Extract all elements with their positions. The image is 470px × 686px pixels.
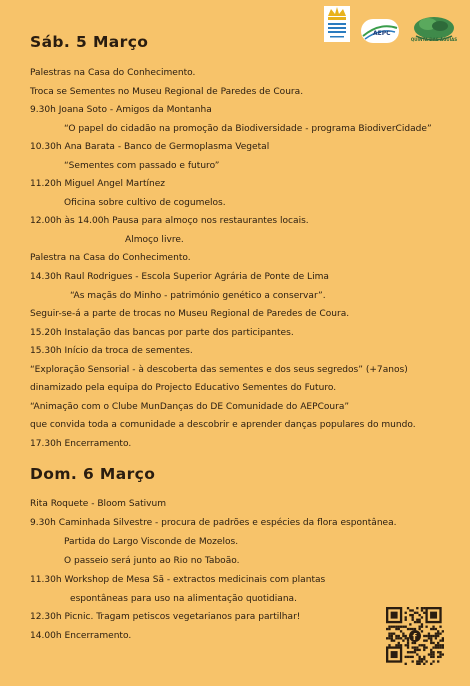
schedule-line: 14.30h Raul Rodrigues - Escola Superior Agrária de Ponte de Lima bbox=[30, 272, 329, 283]
schedule-line: 12.30h Picnic. Tragam petiscos vegetarianos para partilhar! bbox=[30, 612, 301, 623]
day2-title: Dom. 6 Março bbox=[30, 465, 156, 483]
schedule-line: 11.20h Miguel Angel Martínez bbox=[30, 179, 166, 190]
schedule-line: Seguir-se-á a parte de trocas no Museu Regional de Paredes de Coura. bbox=[30, 309, 350, 320]
schedule-line: 11.30h Workshop de Mesa Sã - extractos medicinais com plantas bbox=[30, 574, 326, 585]
aepc-logo-icon bbox=[360, 18, 400, 44]
schedule-line: Rita Roquete - Bloom Sativum bbox=[30, 499, 167, 509]
schedule-line: 9.30h Joana Soto - Amigos da Montanha bbox=[30, 105, 212, 116]
schedule-line: “O papel do cidadão na promoção da Biodiversidade - programa BiodiverCidade” bbox=[64, 123, 432, 134]
schedule-line: que convida toda a comunidade a descobrir e aprender danças populares do mundo. bbox=[30, 420, 416, 431]
schedule-line: Troca se Sementes no Museu Regional de Paredes de Coura. bbox=[30, 86, 304, 97]
crown-emblem-icon bbox=[322, 4, 352, 44]
schedule-line: Oficina sobre cultivo de cogumelos. bbox=[64, 197, 226, 208]
schedule-line: Palestras na Casa do Conhecimento. bbox=[30, 68, 196, 78]
schedule-line: 14.00h Encerramento. bbox=[30, 631, 132, 642]
facebook-qr-code-icon[interactable] bbox=[386, 607, 444, 665]
schedule-line: 9.30h Caminhada Silvestre - procura de padrões e espécies da flora espontânea. bbox=[30, 517, 397, 528]
schedule-line: “As maçãs do Minho - património genético a conservar”. bbox=[70, 290, 326, 301]
aepc-logo-text: AEPC bbox=[373, 30, 391, 37]
schedule-line: O passeio será junto ao Rio no Taboão. bbox=[64, 555, 240, 566]
day1-schedule bbox=[30, 64, 462, 453]
schedule-line: Palestra na Casa do Conhecimento. bbox=[30, 253, 191, 264]
quinta-logo-text: QUINTA DAS ÁGUIAS bbox=[410, 37, 458, 42]
schedule-line: Partida do Largo Visconde de Mozelos. bbox=[64, 536, 239, 547]
day1-title: Sáb. 5 Março bbox=[30, 33, 149, 51]
schedule-line: “Exploração Sensorial - à descoberta das sementes e dos seus segredos” (+7anos) bbox=[30, 364, 408, 375]
schedule-line: “Animação com o Clube MunDanças do DE Comunidade do AEPCoura” bbox=[30, 401, 350, 412]
schedule-line: “Sementes com passado e futuro” bbox=[64, 160, 220, 171]
schedule-line: 10.30h Ana Barata - Banco de Germoplasma Vegetal bbox=[30, 142, 270, 153]
schedule-line: dinamizado pela equipa do Projecto Educativo Sementes do Futuro. bbox=[30, 383, 337, 394]
schedule-line: 17.30h Encerramento. bbox=[30, 438, 132, 449]
schedule-line: 15.30h Início da troca de sementes. bbox=[30, 346, 193, 357]
schedule-line: 15.20h Instalação das bancas por parte dos participantes. bbox=[30, 327, 294, 338]
logo-bar bbox=[322, 4, 462, 48]
svg-text:f: f bbox=[412, 633, 417, 643]
schedule-line: 12.00h às 14.00h Pausa para almoço nos restaurantes locais. bbox=[30, 216, 309, 227]
schedule-line: espontâneas para uso na alimentação quotidiana. bbox=[70, 593, 297, 604]
schedule-line: Almoço livre. bbox=[125, 234, 184, 245]
